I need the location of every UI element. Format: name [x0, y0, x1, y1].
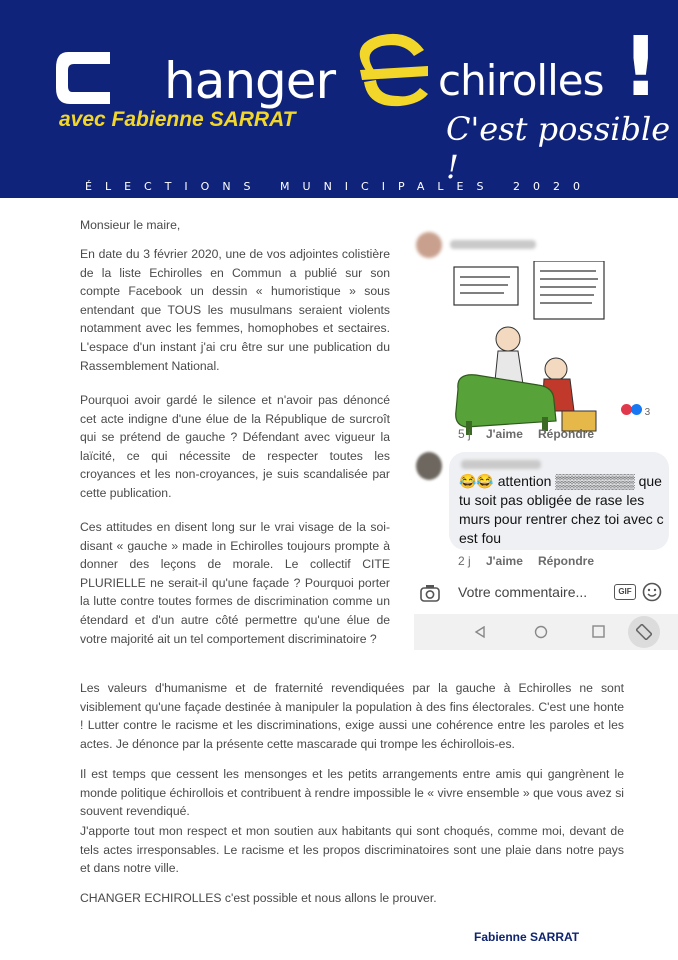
commenter-name-blurred	[461, 460, 541, 469]
paragraph-2: Pourquoi avoir gardé le silence et n'avoir pas dénoncé cet acte indigne d'une élue de la République de surcroît qui se prétend de gauche ? Défendant avec vigueur la laïcité, ce qui nécessite de respecter toutes les croyances et les non-croyances, je suis scandalisée par cette publication.	[80, 393, 390, 500]
facebook-screenshot	[414, 226, 678, 650]
comment-like-link[interactable]: J'aime	[486, 554, 523, 568]
reaction-number: 3	[644, 407, 651, 418]
candidate-subtitle: avec Fabienne SARRAT	[59, 108, 296, 131]
paragraph-5: Il est temps que cessent les mensonges et les petits arrangements entre amis qui gangrènent le monde politique échirollois et contribuent à rendre impossible le « vivre ensemble » que vous avez si souvent revendiqué.	[80, 767, 624, 819]
android-nav-bar	[414, 614, 678, 650]
rotate-icon	[636, 624, 652, 640]
comment-composer	[414, 578, 678, 608]
post-author-avatar	[416, 232, 442, 258]
comment-text: 😂😂 attention ▒▒▒▒▒▒▒▒ que tu soit pas obligée de rase les murs pour rentrer chez toi avec c est fou	[459, 473, 664, 546]
paragraph-3: Ces attitudes en disent long sur le vrai visage de la soi-disant « gauche » made in Echirolles toujours prompte à donner des leçons de morale. Le collectif CITE PLURIELLE ne serait-il qu'une façade ? Pourquoi porter la lutte contre toutes formes de discrimination comme un étendard et d'un autre côté permettre qu'une élue de votre majorité ait un tel comportement discriminatoire ?	[80, 520, 390, 646]
elections-caption: ÉLECTIONS MUNICIPALES 2020	[85, 180, 593, 193]
post-author-name-blurred	[450, 240, 536, 249]
paragraph-4: Les valeurs d'humanisme et de fraternité revendiquées par la gauche à Echirolles ne sont visiblement qu'une façade destinée à manipuler la population à des fins électorales. C'est une honte ! Lutter contre le racisme et les discriminations, exige aussi une cohérence entre les paroles et les actes. Je dénonce par la présente cette mascarade qui trompe les échirollois-es.	[80, 681, 624, 751]
home-icon[interactable]	[534, 625, 548, 639]
title-changer: hanger	[164, 52, 336, 110]
back-icon[interactable]	[474, 626, 486, 638]
reaction-count	[621, 404, 650, 418]
title-exclamation: !	[622, 20, 660, 115]
emoji-icon[interactable]	[642, 582, 662, 602]
commenter-avatar	[416, 452, 442, 480]
signature: Fabienne SARRAT	[474, 930, 580, 944]
camera-icon[interactable]	[420, 584, 440, 602]
comment-reply-link[interactable]: Répondre	[538, 554, 595, 568]
post-like-link[interactable]: J'aime	[486, 427, 523, 441]
campaign-title	[48, 16, 668, 116]
cartoon-image	[446, 261, 606, 451]
comment-time: 2 j	[458, 554, 471, 568]
gif-icon[interactable]: GIF	[614, 584, 636, 600]
paragraph-6: J'apporte tout mon respect et mon soutien aux habitants qui sont choqués, comme moi, devant de tels actes irresponsables. Le racisme et les propos discriminatoires sont une plaie dans notre pays et dans notre ville.	[80, 824, 624, 876]
comment-bubble	[449, 452, 669, 550]
slogan: C'est possible !	[446, 110, 671, 186]
like-reaction-icon	[631, 404, 642, 415]
campaign-banner	[0, 0, 678, 198]
post-reply-link[interactable]: Répondre	[538, 427, 595, 441]
paragraph-7: CHANGER ECHIROLLES c'est possible et nous allons le prouver.	[80, 891, 437, 905]
title-echirolles: chirolles	[438, 56, 604, 105]
comment-input[interactable]: Votre commentaire...	[458, 584, 588, 600]
salutation: Monsieur le maire,	[80, 218, 181, 232]
rotate-button[interactable]	[628, 616, 660, 648]
post-time: 5 j	[458, 427, 471, 441]
paragraph-1: En date du 3 février 2020, une de vos adjointes colistière de la liste Echirolles en Commun a publié sur son compte Facebook un dessin « humoristique » sous entendant que TOUS les musulmans seraient violents notamment avec les femmes, homophobes et sectaires. L'espace d'un instant j'ai cru être sur une publication du Rassemblement National.	[80, 247, 390, 373]
recents-icon[interactable]	[592, 625, 605, 638]
